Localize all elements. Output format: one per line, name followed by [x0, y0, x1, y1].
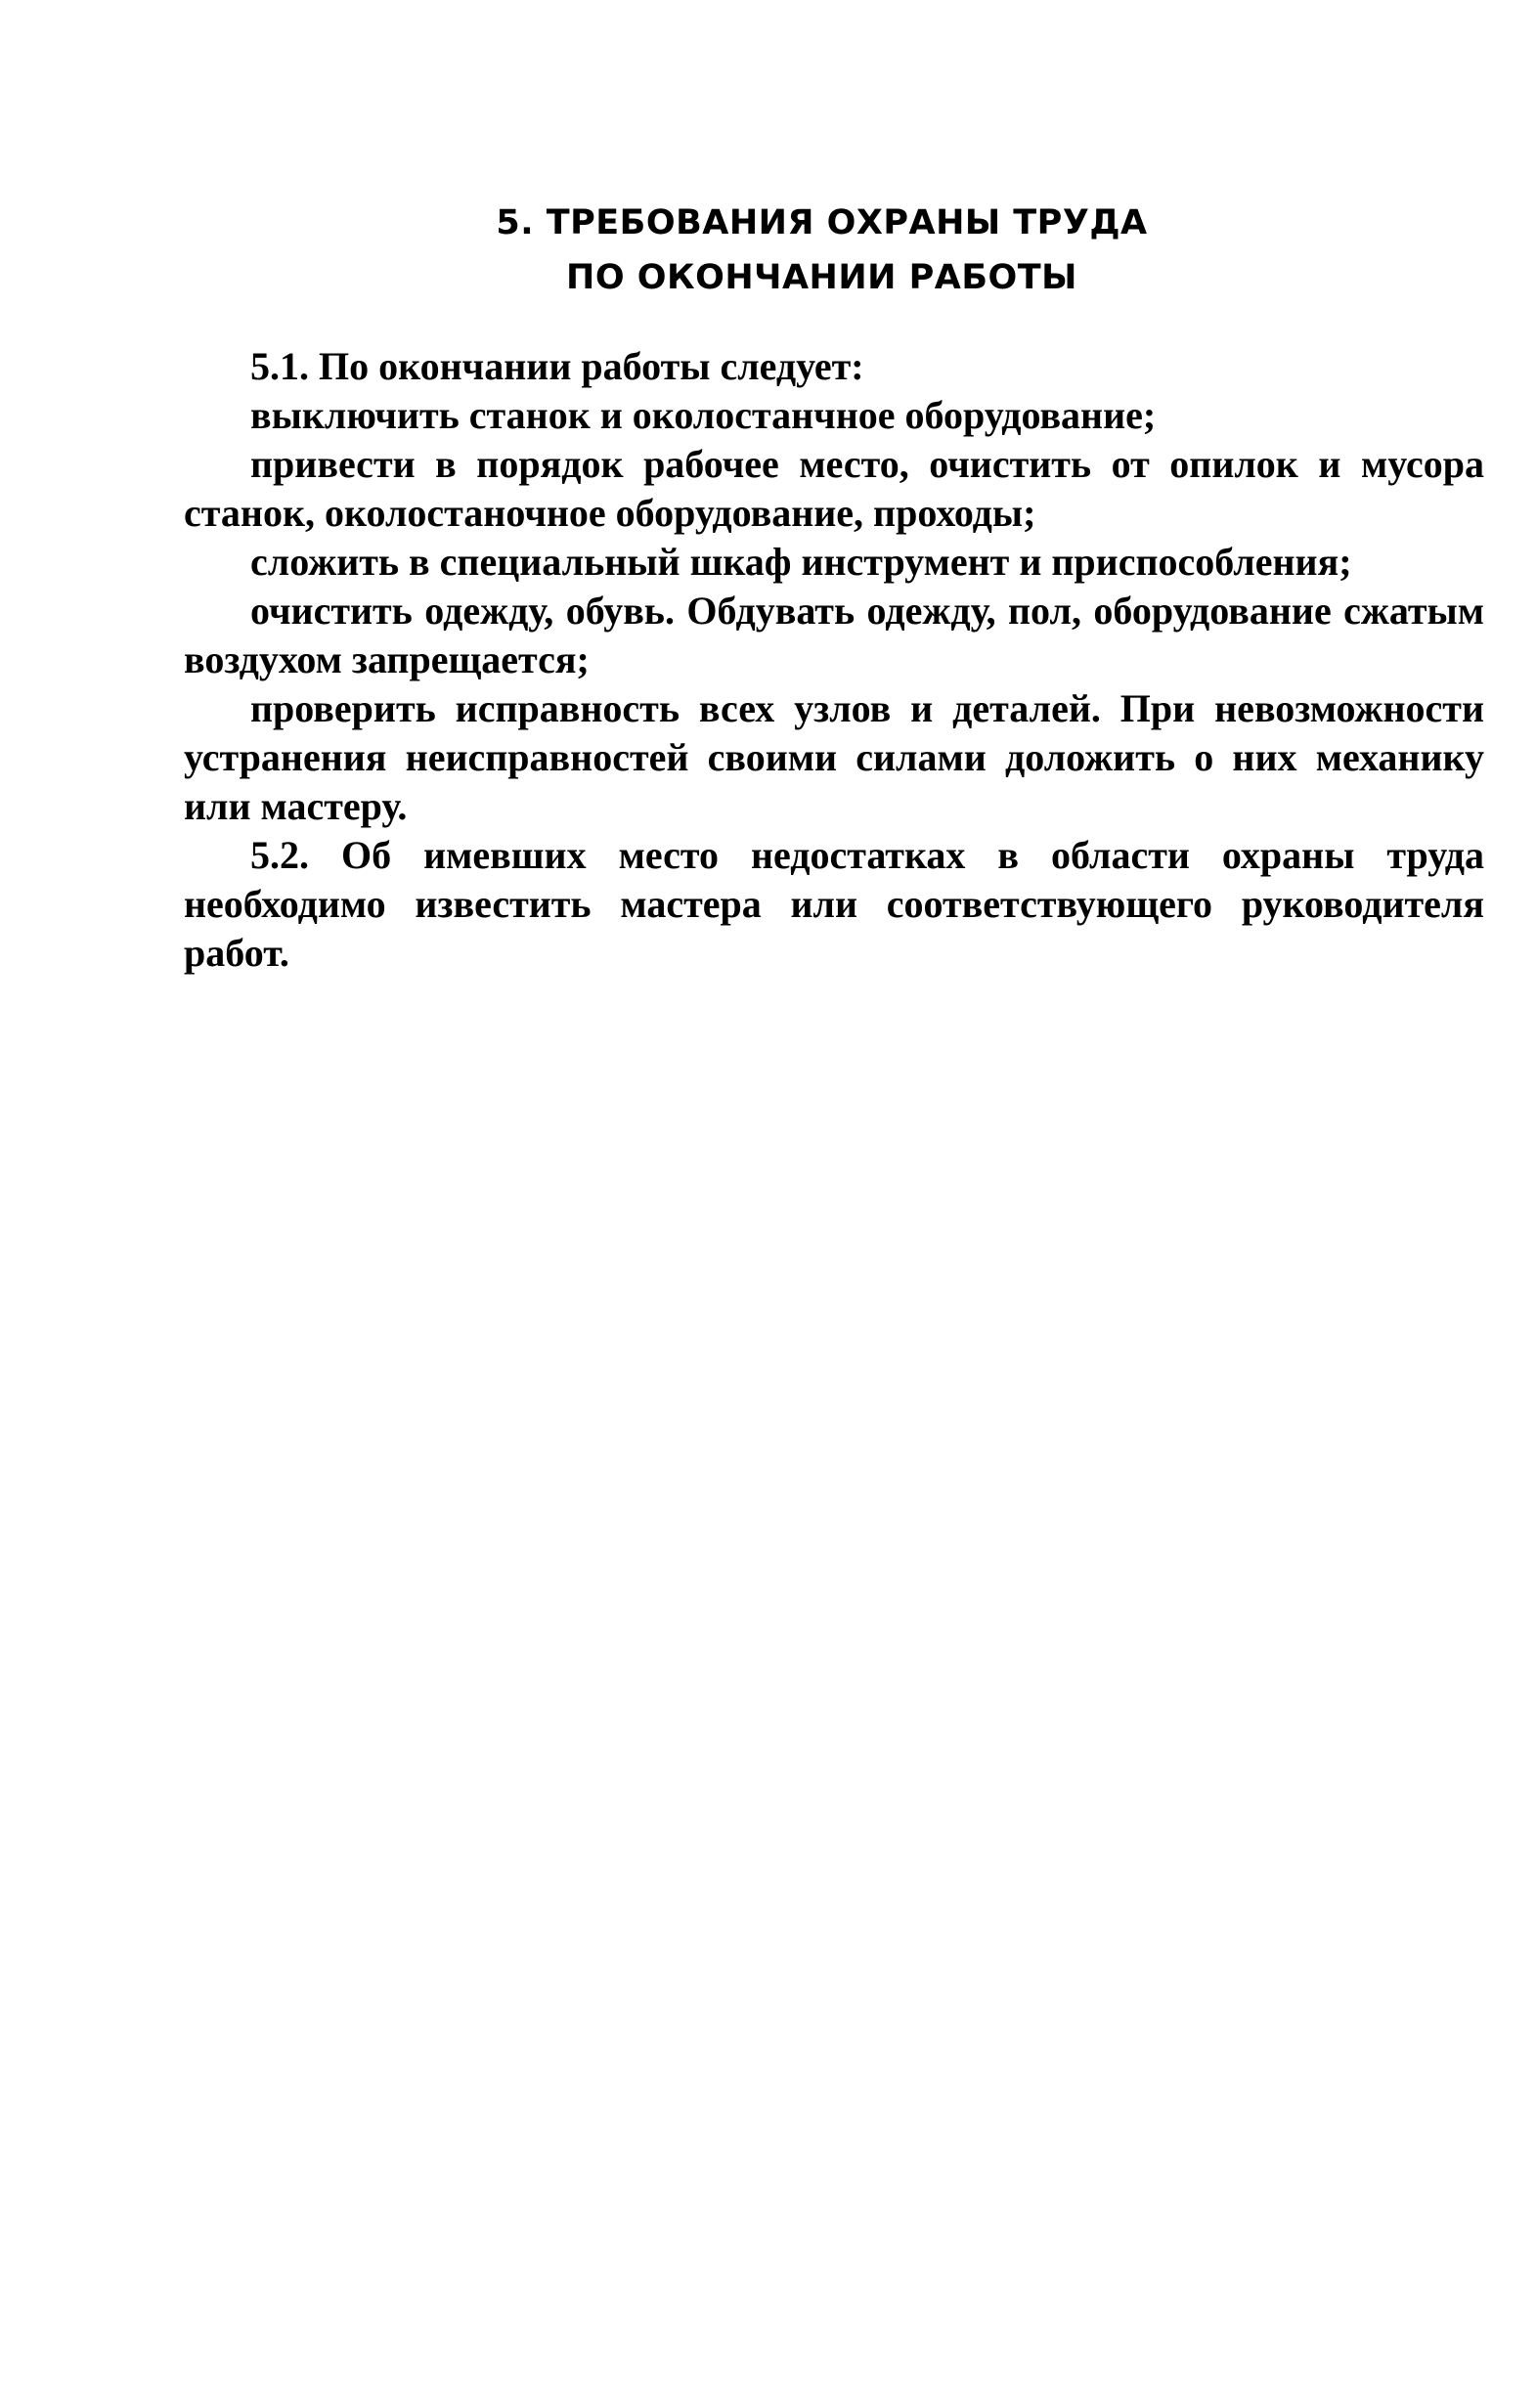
list-item	[184, 684, 1484, 831]
list-item	[184, 538, 1484, 587]
paragraph-5-2	[184, 831, 1484, 978]
section-body	[184, 342, 1484, 978]
paragraph-5-1	[184, 342, 1484, 391]
paragraph-text: привести в порядок рабочее место, очистить от опилок и мусора станок, околостаночное оборудование, проходы;	[184, 442, 1484, 535]
paragraph-text: очистить одежду, обувь. Обдувать одежду, пол, оборудование сжатым воздухом запрещается;	[184, 589, 1484, 681]
section-title-line-1: 5. ТРЕБОВАНИЯ ОХРАНЫ ТРУДА	[496, 203, 1148, 242]
clause-number: 5.2.	[250, 833, 309, 877]
paragraph-text: Об имевших место недостатках в области охраны труда необходимо известить мастера или соответствующего руководителя работ.	[184, 833, 1484, 975]
paragraph-text: выключить станок и околостанчное оборудование;	[250, 393, 1157, 437]
paragraph-text: сложить в специальный шкаф инструмент и приспособления;	[250, 540, 1352, 584]
list-item	[184, 391, 1484, 440]
list-item	[184, 587, 1484, 684]
list-item	[184, 440, 1484, 538]
section-title-line-2: ПО ОКОНЧАНИИ РАБОТЫ	[566, 258, 1077, 297]
paragraph-text: По окончании работы следует:	[309, 344, 864, 388]
clause-number: 5.1.	[250, 344, 309, 388]
section-heading	[0, 196, 1536, 305]
paragraph-text: проверить исправность всех узлов и деталей. При невозможности устранения неисправностей своими силами доложить о них механику или мастеру.	[184, 686, 1484, 828]
